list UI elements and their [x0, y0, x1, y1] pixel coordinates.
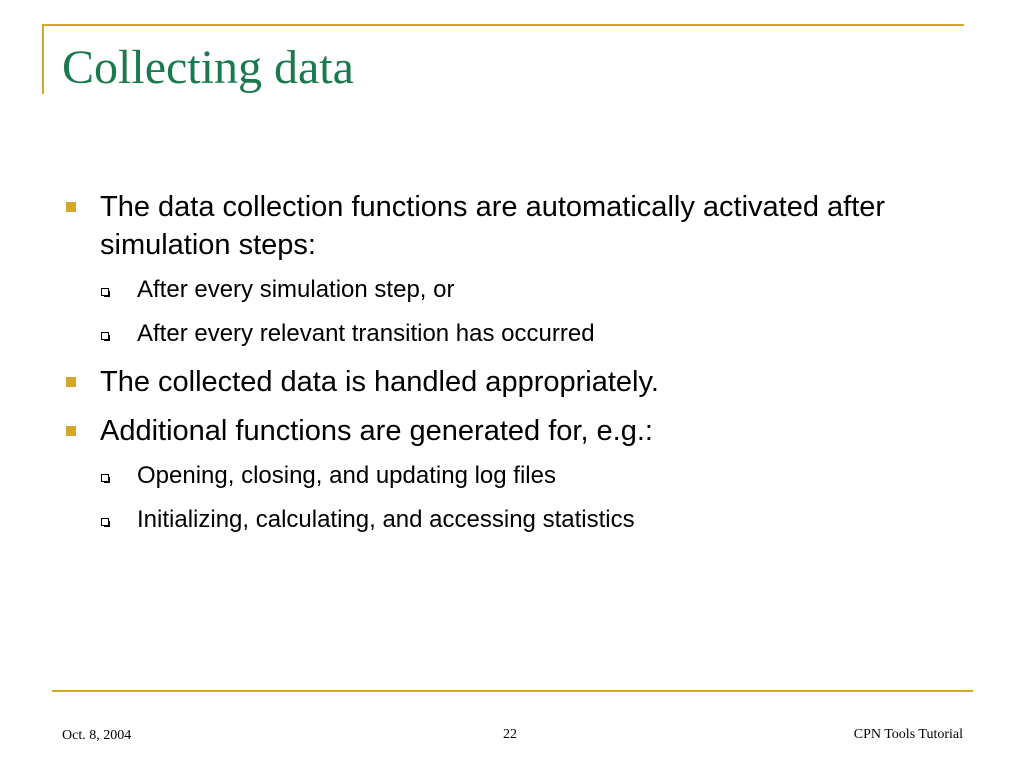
sub-bullet-item: [62, 461, 962, 491]
sub-bullet-text: Initializing, calculating, and accessing statistics: [137, 506, 635, 533]
square-bullet-icon: [66, 377, 76, 387]
footer-page-number: 22: [503, 727, 517, 742]
sub-bullet-text: After every relevant transition has occurred: [137, 320, 595, 347]
bullet-item: [62, 188, 962, 264]
slide-title: Collecting data: [62, 41, 354, 94]
sub-bullet-list: [62, 461, 962, 535]
bullet-text: Additional functions are generated for, e.g.:: [100, 415, 653, 447]
frame-bottom-line: [52, 690, 973, 692]
footer-presentation-title: CPN Tools Tutorial: [853, 727, 963, 742]
frame-left-line: [42, 24, 44, 94]
sub-bullet-item: [62, 505, 962, 535]
hollow-square-bullet-icon: [101, 288, 109, 296]
hollow-square-bullet-icon: [101, 332, 109, 340]
bullet-item: [62, 363, 962, 401]
square-bullet-icon: [66, 426, 76, 436]
bullet-list: [62, 188, 962, 549]
bullet-text: The data collection functions are automatically activated after simulation steps:: [100, 191, 886, 261]
hollow-square-bullet-icon: [101, 518, 109, 526]
frame-top-line: [42, 24, 964, 26]
sub-bullet-text: Opening, closing, and updating log files: [137, 462, 556, 489]
bullet-item: [62, 412, 962, 450]
sub-bullet-item: [62, 319, 962, 349]
footer-date: Oct. 8, 2004: [62, 728, 132, 743]
bullet-text: The collected data is handled appropriately.: [100, 366, 659, 398]
sub-bullet-list: [62, 275, 962, 349]
square-bullet-icon: [66, 202, 76, 212]
sub-bullet-item: [62, 275, 962, 305]
sub-bullet-text: After every simulation step, or: [137, 276, 455, 303]
hollow-square-bullet-icon: [101, 474, 109, 482]
